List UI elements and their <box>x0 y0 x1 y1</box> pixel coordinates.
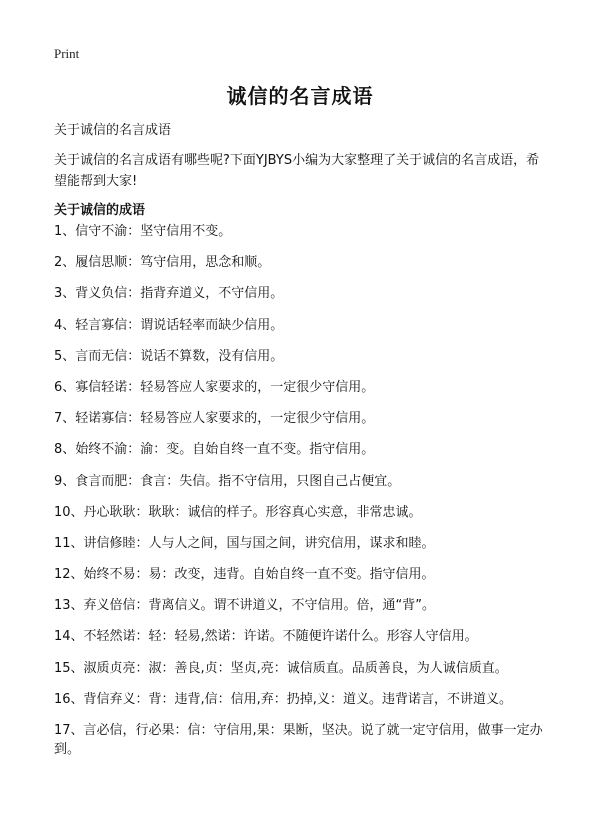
list-item: 14、不轻然诺：轻：轻易,然诺：许诺。不随便许诺什么。形容人守信用。 <box>54 629 478 645</box>
list-item: 4、轻言寡信：谓说话轻率而缺少信用。 <box>54 317 284 333</box>
list-item: 10、丹心耿耿：耿耿：诚信的样子。形容真心实意，非常忠诚。 <box>54 504 422 520</box>
list-item: 17、言必信，行必果：信：守信用,果：果断，坚决。说了就一定守信用，做事一定办到。 <box>54 723 543 757</box>
section-heading: 关于诚信的成语 <box>54 203 146 218</box>
article-subtitle: 关于诚信的名言成语 <box>54 123 172 138</box>
list-item: 13、弃义倍信：背离信义。谓不讲道义，不守信用。倍，通“背”。 <box>54 598 436 614</box>
list-item: 1、信守不渝：坚守信用不变。 <box>54 224 232 239</box>
list-item: 6、寡信轻诺：轻易答应人家要求的，一定很少守信用。 <box>54 379 375 395</box>
list-item: 8、始终不渝：渝：变。自始自终一直不变。指守信用。 <box>54 442 375 458</box>
intro-paragraph: 关于诚信的名言成语有哪些呢?下面YJBYS小编为大家整理了关于诚信的名言成语，希望能帮到大家! <box>54 153 540 189</box>
list-item: 15、淑质贞亮：淑：善良,贞：坚贞,亮：诚信质直。品质善良，为人诚信质直。 <box>54 660 508 676</box>
list-item: 7、轻诺寡信：轻易答应人家要求的，一定很少守信用。 <box>54 411 375 427</box>
page-title: 诚信的名言成语 <box>226 84 374 108</box>
print-link[interactable]: Print <box>54 46 80 61</box>
list-item: 12、始终不易：易：改变，违背。自始自终一直不变。指守信用。 <box>54 567 435 583</box>
list-item: 2、履信思顺：笃守信用，思念和顺。 <box>54 255 271 271</box>
list-item: 16、背信弃义：背：违背,信：信用,弃：扔掉,义：道义。违背诺言，不讲道义。 <box>54 691 512 707</box>
list-item: 3、背义负信：指背弃道义，不守信用。 <box>54 286 284 302</box>
idiom-list <box>54 222 548 759</box>
list-item: 11、讲信修睦：人与人之间，国与国之间，讲究信用，谋求和睦。 <box>54 535 435 551</box>
list-item: 9、食言而肥：食言：失信。指不守信用，只图自己占便宜。 <box>54 473 401 489</box>
list-item: 5、言而无信：说话不算数，没有信用。 <box>54 348 284 364</box>
